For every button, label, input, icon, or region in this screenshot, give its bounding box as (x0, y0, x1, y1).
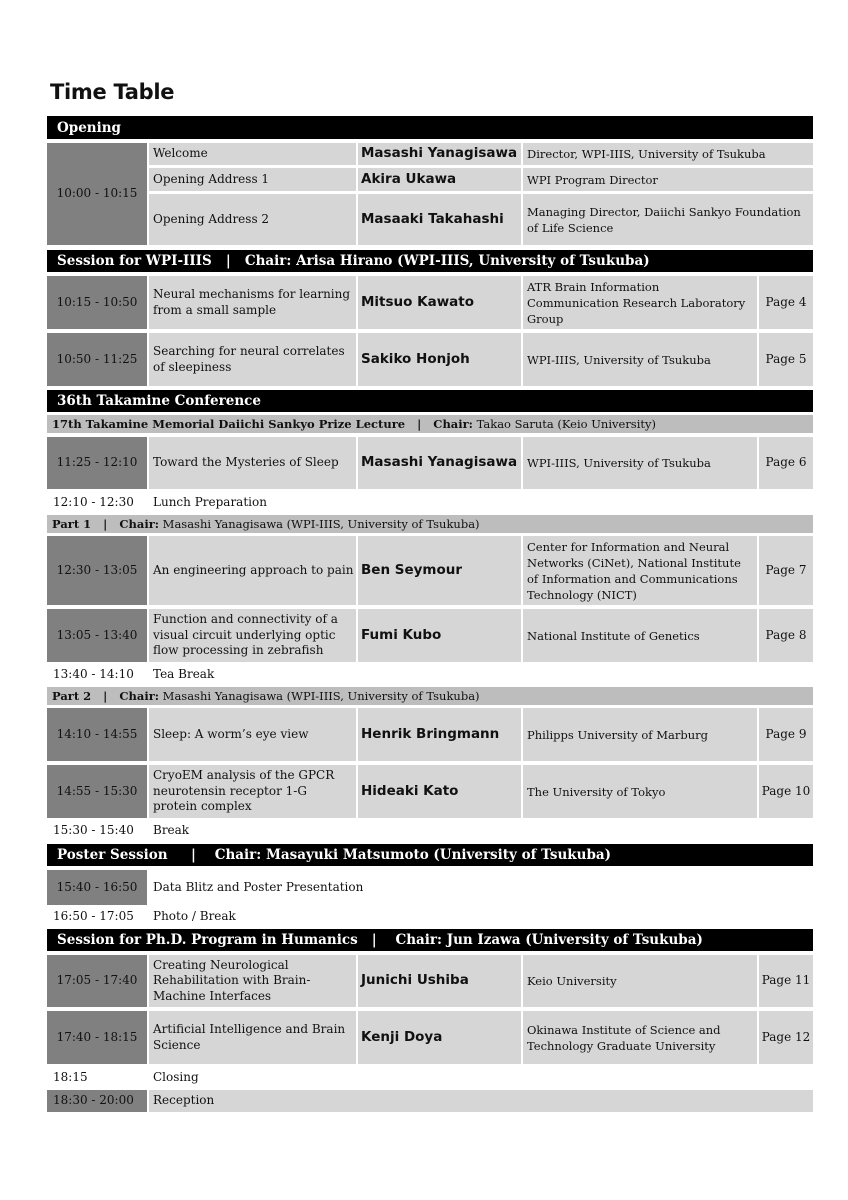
wpi-row2-time: 10:50 - 11:25 (47, 333, 147, 386)
tea-title: Tea Break (153, 667, 215, 682)
prize-lecture-label: 17th Takamine Memorial Daiichi Sankyo Prize Lecture | Chair: (52, 417, 473, 431)
opening-address1-speaker: Akira Ukawa (358, 168, 521, 191)
opening-header: Opening (47, 116, 813, 139)
part2-row1-title: Sleep: A worm’s eye view (149, 708, 356, 761)
part2-subheader (47, 687, 813, 705)
opening-address1-affiliation: WPI Program Director (523, 168, 813, 191)
opening-address2-speaker: Masaaki Takahashi (358, 194, 521, 245)
part1-row1-time: 12:30 - 13:05 (47, 536, 147, 605)
lunch-title: Lunch Preparation (153, 495, 267, 510)
opening-address2-title: Opening Address 2 (149, 194, 356, 245)
part1-row2-affiliation: National Institute of Genetics (523, 609, 757, 662)
humanics-row2-time: 17:40 - 18:15 (47, 1011, 147, 1064)
prize-time: 11:25 - 12:10 (47, 437, 147, 489)
part2-row2-page: Page 10 (759, 765, 813, 818)
wpi-row2-speaker: Sakiko Honjoh (358, 333, 521, 386)
part2-row2-affiliation: The University of Tokyo (523, 765, 757, 818)
part1-row2-time: 13:05 - 13:40 (47, 609, 147, 662)
humanics-row1-speaker: Junichi Ushiba (358, 955, 521, 1007)
humanics-row2-affiliation: Okinawa Institute of Science and Technology Graduate University (523, 1011, 757, 1064)
part1-subheader (47, 515, 813, 533)
part1-row2-page: Page 8 (759, 609, 813, 662)
photo-time: 16:50 - 17:05 (53, 909, 134, 924)
humanics-row2-speaker: Kenji Doya (358, 1011, 521, 1064)
prize-lecture-subheader (47, 415, 813, 433)
humanics-row1-affiliation: Keio University (523, 955, 757, 1007)
prize-speaker: Masashi Yanagisawa (358, 437, 521, 489)
closing-time: 18:15 (53, 1070, 88, 1085)
tea-time: 13:40 - 14:10 (53, 667, 134, 682)
wpi-session-header: Session for WPI-IIIS | Chair: Arisa Hirano (WPI-IIIS, University of Tsukuba) (47, 250, 813, 272)
break-time: 15:30 - 15:40 (53, 823, 134, 838)
wpi-row1-speaker: Mitsuo Kawato (358, 276, 521, 329)
humanics-row2-title: Artificial Intelligence and Brain Science (149, 1011, 356, 1064)
humanics-session-header: Session for Ph.D. Program in Humanics | Chair: Jun Izawa (University of Tsukuba) (47, 929, 813, 951)
part2-chair: Masashi Yanagisawa (WPI-IIIS, University of Tsukuba) (159, 689, 480, 703)
reception-time: 18:30 - 20:00 (47, 1090, 147, 1112)
poster-session-header: Poster Session | Chair: Masayuki Matsumoto (University of Tsukuba) (47, 844, 813, 866)
humanics-row1-page: Page 11 (759, 955, 813, 1007)
wpi-row2-page: Page 5 (759, 333, 813, 386)
part1-row1-page: Page 7 (759, 536, 813, 605)
wpi-row1-title: Neural mechanisms for learning from a small sample (149, 276, 356, 329)
part2-row2-title: CryoEM analysis of the GPCR neurotensin receptor 1-G protein complex (149, 765, 356, 818)
wpi-row1-time: 10:15 - 10:50 (47, 276, 147, 329)
prize-page: Page 6 (759, 437, 813, 489)
humanics-row2-page: Page 12 (759, 1011, 813, 1064)
humanics-row1-title: Creating Neurological Rehabilitation with Brain-Machine Interfaces (149, 955, 356, 1007)
reception-title: Reception (149, 1090, 813, 1112)
part2-label: Part 2 | Chair: (52, 689, 160, 703)
part1-row1-title: An engineering approach to pain (149, 536, 356, 605)
prize-affiliation: WPI-IIIS, University of Tsukuba (523, 437, 757, 489)
wpi-row2-title: Searching for neural correlates of sleepiness (149, 333, 356, 386)
part1-row2-speaker: Fumi Kubo (358, 609, 521, 662)
closing-title: Closing (153, 1070, 199, 1085)
photo-title: Photo / Break (153, 909, 236, 924)
opening-address1-title: Opening Address 1 (149, 168, 356, 191)
lunch-time: 12:10 - 12:30 (53, 495, 134, 510)
page-title: Time Table (50, 80, 175, 104)
opening-welcome-title: Welcome (149, 143, 356, 165)
takamine-header: 36th Takamine Conference (47, 390, 813, 412)
part2-row1-page: Page 9 (759, 708, 813, 761)
opening-welcome-speaker: Masashi Yanagisawa (358, 143, 521, 165)
prize-title: Toward the Mysteries of Sleep (149, 437, 356, 489)
part2-row2-time: 14:55 - 15:30 (47, 765, 147, 818)
humanics-row1-time: 17:05 - 17:40 (47, 955, 147, 1007)
part1-row2-title: Function and connectivity of a visual circuit underlying optic flow processing in zebrafish (149, 609, 356, 662)
part1-chair: Masashi Yanagisawa (WPI-IIIS, University of Tsukuba) (159, 517, 480, 531)
prize-lecture-chair: Takao Saruta (Keio University) (472, 417, 656, 431)
part2-row2-speaker: Hideaki Kato (358, 765, 521, 818)
part1-row1-affiliation: Center for Information and Neural Networks (CiNet), National Institute of Information and Communications Technology (NICT) (523, 536, 757, 605)
part2-row1-time: 14:10 - 14:55 (47, 708, 147, 761)
wpi-row2-affiliation: WPI-IIIS, University of Tsukuba (523, 333, 757, 386)
opening-address2-affiliation: Managing Director, Daiichi Sankyo Foundation of Life Science (523, 194, 813, 245)
part2-row1-affiliation: Philipps University of Marburg (523, 708, 757, 761)
blitz-title: Data Blitz and Poster Presentation (153, 879, 364, 894)
part1-row1-speaker: Ben Seymour (358, 536, 521, 605)
wpi-row1-page: Page 4 (759, 276, 813, 329)
part2-row1-speaker: Henrik Bringmann (358, 708, 521, 761)
break-title: Break (153, 823, 190, 838)
part1-label: Part 1 | Chair: (52, 517, 160, 531)
wpi-row1-affiliation: ATR Brain Information Communication Research Laboratory Group (523, 276, 757, 329)
blitz-time: 15:40 - 16:50 (47, 870, 147, 905)
opening-welcome-affiliation: Director, WPI-IIIS, University of Tsukuba (523, 143, 813, 165)
opening-time: 10:00 - 10:15 (47, 143, 147, 245)
